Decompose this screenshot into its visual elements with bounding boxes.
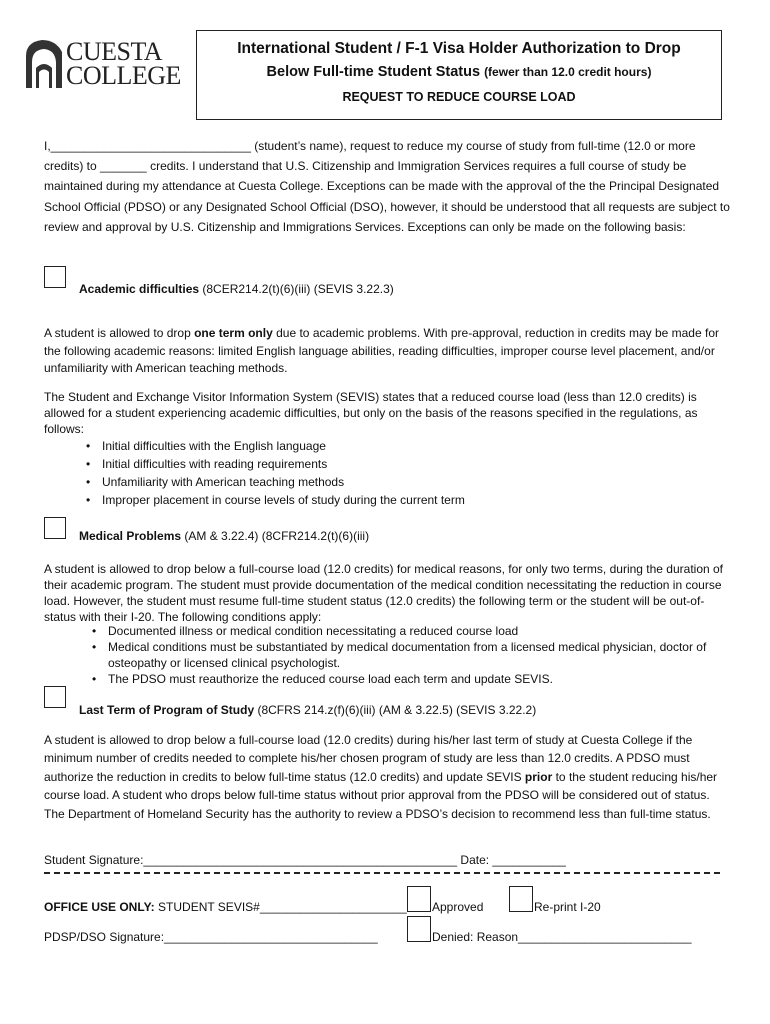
title-line2-main: Below Full-time Student Status bbox=[266, 64, 481, 80]
reprint-label: Re-print I-20 bbox=[534, 900, 601, 914]
mission-arch-icon bbox=[24, 38, 64, 90]
medical-bullet-list bbox=[92, 623, 712, 687]
last-term-p1-a: A student is allowed to drop below a full-course load (12.0 credits) during his/her last term of study at Cuesta College if the minimum number of credits needed to complete his/her chosen program of study are less than 12.0 credits. A PDSO must authorize the reduction in credits to below full-time status (12.0 credits) and update SEVIS bbox=[44, 733, 693, 784]
last-term-paragraph bbox=[44, 731, 730, 823]
reprint-i20-checkbox[interactable] bbox=[509, 886, 533, 912]
list-item: • Documented illness or medical condition necessitating a reduced course load bbox=[92, 623, 712, 639]
signature-label: Student Signature:_______________________________________________ bbox=[44, 853, 458, 867]
list-item: • The PDSO must reauthorize the reduced course load each term and update SEVIS. bbox=[92, 671, 712, 687]
office-use-line bbox=[44, 900, 407, 914]
academic-bullet-list bbox=[86, 437, 726, 509]
academic-heading-ref: (8CER214.2(t)(6)(iii) (SEVIS 3.22.3) bbox=[199, 282, 394, 296]
academic-difficulties-checkbox[interactable] bbox=[44, 266, 66, 288]
list-item: • Initial difficulties with the English language bbox=[86, 437, 726, 455]
list-item: • Improper placement in course levels of study during the current term bbox=[86, 491, 726, 509]
denied-checkbox[interactable] bbox=[407, 916, 431, 942]
last-term-heading bbox=[79, 703, 536, 717]
academic-heading-label: Academic difficulties bbox=[79, 282, 200, 296]
last-term-p1-c: to the student reducing his/her course load. A student who drops below full-time status without prior approval from the PDSO will be considered out of status. The Department of Homeland Security has the authority to review a PDSO’s decision to recommend less than full-time status. bbox=[44, 769, 718, 821]
student-sevis-field[interactable]: STUDENT SEVIS#______________________ bbox=[154, 900, 407, 914]
last-term-p1-bold: prior bbox=[524, 769, 553, 784]
medical-paragraph: A student is allowed to drop below a full-course load (12.0 credits) for medical reasons, for only two terms, during the duration of their academic program. The student must provide documentation of the medical condition necessitating the reduction in course load. However, the student must resume full-time student status (12.0 credits) the following term or the student will be out-of-status with their I-20. The following conditions apply: bbox=[44, 562, 724, 624]
pdsp-signature-line[interactable]: PDSP/DSO Signature:________________________________ bbox=[44, 930, 378, 944]
intro-paragraph: I,______________________________ (student’s name), request to reduce my course of study from full-time (12.0 or more credits) to _______ credits. I understand that U.S. Citizenship and Immigration Services requires a full course of study be maintained during my attendance at Cuesta College. Exceptions can be made with the approval of the the Principal Designated School Official (PDSO) or any Designated School Official (DSO), however, it should be understood that all requests are subject to review and approval by U.S. Citizenship and Immigrations Services. Exceptions can only be made on the following basis: bbox=[44, 139, 730, 234]
student-signature-line[interactable] bbox=[44, 853, 566, 867]
form-subtitle: REQUEST TO REDUCE COURSE LOAD bbox=[342, 90, 576, 104]
academic-p1-bold: one term only bbox=[194, 326, 273, 340]
logo-text-cuesta: CUESTA bbox=[66, 37, 163, 66]
last-term-heading-label: Last Term of Program of Study bbox=[79, 703, 255, 717]
list-item: • Medical conditions must be substantiated by medical documentation from a licensed medical physician, doctor of osteopathy or licensed clinical psychologist. bbox=[92, 639, 712, 671]
cuesta-college-logo bbox=[24, 37, 181, 94]
last-term-heading-ref: (8CFRS 214.z(f)(6)(iii) (AM & 3.22.5) (SEVIS 3.22.2) bbox=[254, 703, 537, 717]
academic-p1-c: due to academic problems. With pre-approval, reduction in credits may be made for the following academic reasons: limited English language abilities, reading difficulties, improper course level placement, and/or unfamiliarity with American teaching methods. bbox=[44, 326, 719, 375]
title-box bbox=[196, 30, 722, 120]
academic-p1-a: A student is allowed to drop bbox=[44, 326, 195, 340]
medical-heading-ref: (AM & 3.22.4) (8CFR214.2(t)(6)(iii) bbox=[181, 529, 370, 543]
approved-label: Approved bbox=[432, 900, 484, 914]
academic-paragraph-2: The Student and Exchange Visitor Information System (SEVIS) states that a reduced course load (less than 12.0 credits) is allowed for a student experiencing academic difficulties, but only on the basis of the reasons specified in the regulations, as follows: bbox=[44, 390, 698, 436]
medical-heading-label: Medical Problems bbox=[79, 529, 182, 543]
list-item: • Initial difficulties with reading requirements bbox=[86, 455, 726, 473]
denied-reason-line[interactable]: Denied: Reason__________________________ bbox=[432, 930, 692, 944]
academic-heading bbox=[79, 282, 394, 296]
office-use-label: OFFICE USE ONLY: bbox=[44, 900, 155, 914]
form-title-line2 bbox=[197, 64, 721, 80]
medical-problems-checkbox[interactable] bbox=[44, 517, 66, 539]
academic-paragraph-1 bbox=[44, 325, 730, 378]
medical-heading bbox=[79, 529, 369, 543]
approved-checkbox[interactable] bbox=[407, 886, 431, 912]
title-line2-note: (fewer than 12.0 credit hours) bbox=[484, 65, 652, 79]
divider bbox=[44, 872, 720, 874]
list-item: • Unfamiliarity with American teaching methods bbox=[86, 473, 726, 491]
logo-text-college: COLLEGE bbox=[66, 61, 181, 90]
last-term-checkbox[interactable] bbox=[44, 686, 66, 708]
date-label: Date: ___________ bbox=[457, 853, 566, 867]
form-title: International Student / F-1 Visa Holder Authorization to Drop bbox=[237, 40, 681, 57]
